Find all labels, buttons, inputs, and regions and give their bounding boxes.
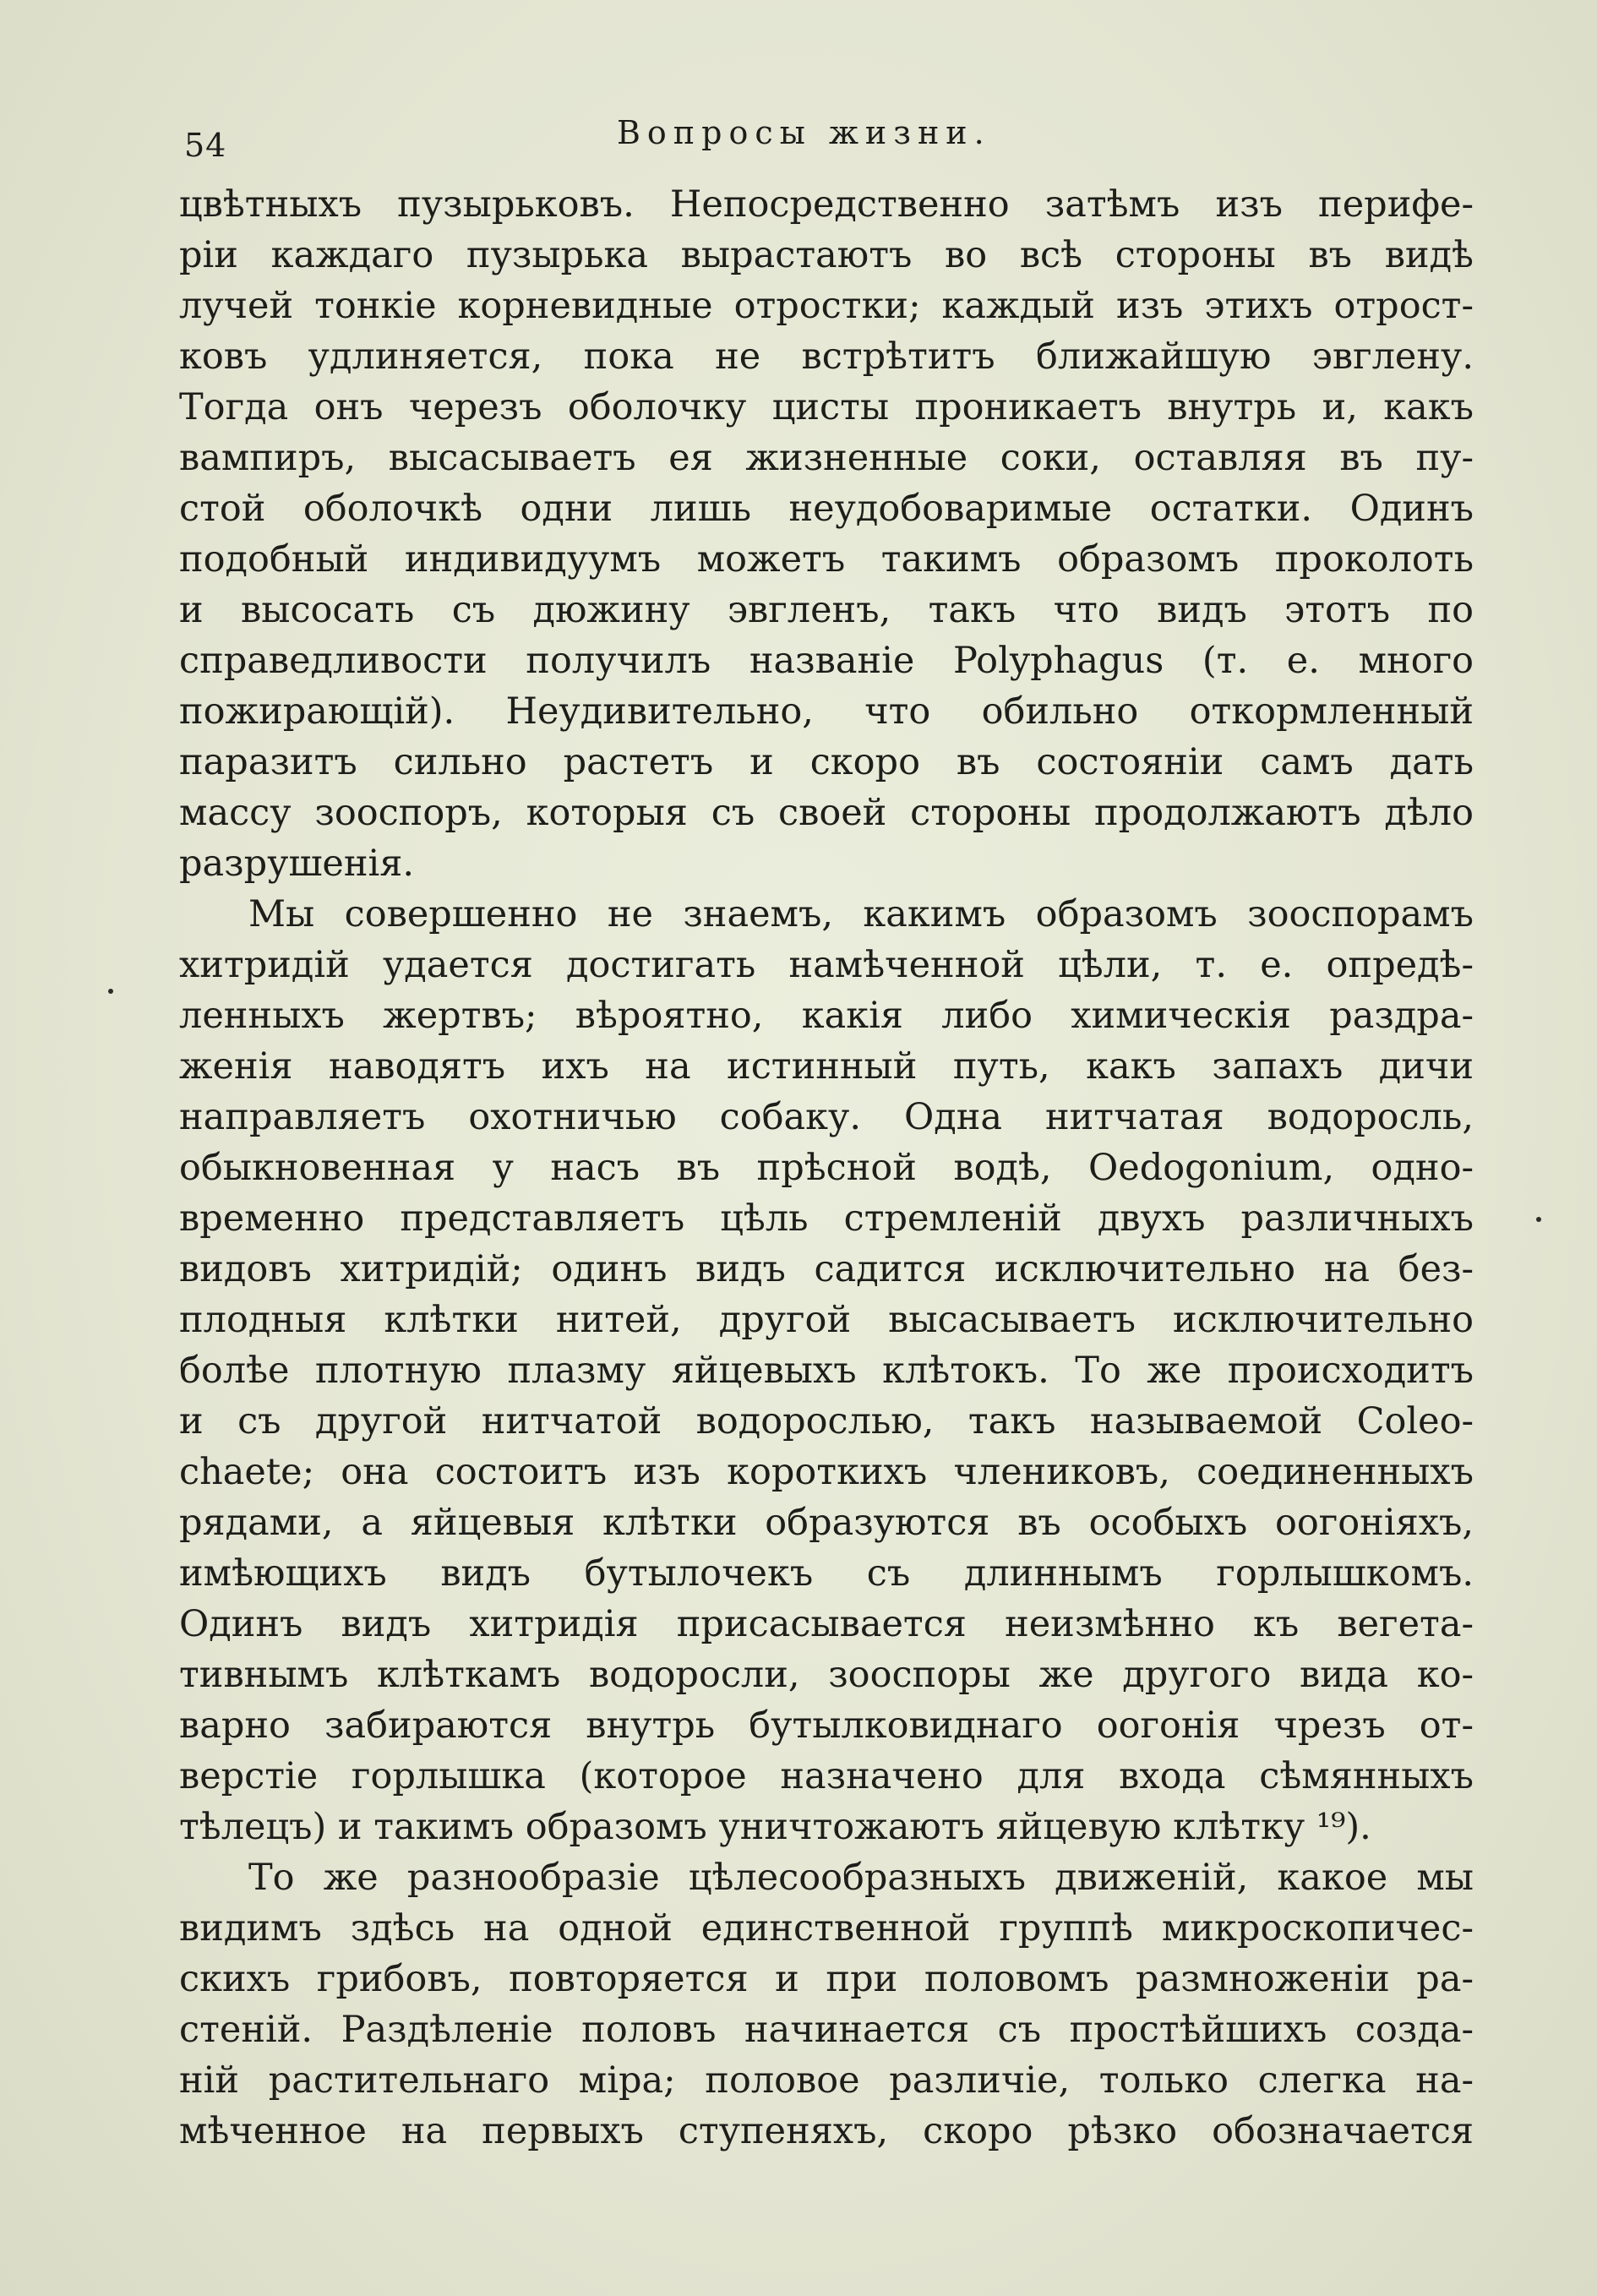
paper-speck [108, 989, 113, 994]
text-line: ковъ удлиняется, пока не встрѣтитъ ближайшую эвглену. [179, 335, 1474, 378]
text-line: ній растительнаго міра; половое различіе, только слегка на- [179, 2059, 1474, 2102]
text-line: тѣлецъ) и такимъ образомъ уничтожаютъ яйцевую клѣтку ¹⁹). [179, 1806, 1371, 1848]
text-line: Мы совершенно не знаемъ, какимъ образомъ зооспорамъ [248, 893, 1474, 935]
text-line: мѣченное на первыхъ ступеняхъ, скоро рѣзко обозначается [179, 2110, 1474, 2152]
text-line: женія наводятъ ихъ на истинный путь, какъ запахъ дичи [179, 1045, 1474, 1088]
text-line: болѣе плотную плазму яйцевыхъ клѣтокъ. То же происходитъ [179, 1350, 1474, 1392]
paragraph-1 [179, 179, 1474, 889]
text-line: скихъ грибовъ, повторяется и при половомъ размноженіи ра- [179, 1958, 1474, 2000]
running-head: Вопросы жизни. [617, 114, 991, 151]
text-line: Одинъ видъ хитридія присасывается неизмѣнно къ вегета- [179, 1603, 1474, 1645]
page-number: 54 [184, 127, 227, 164]
text-line: видовъ хитридій; одинъ видъ садится исключительно на без- [179, 1248, 1474, 1290]
text-line: тивнымъ клѣткамъ водоросли, зооспоры же другого вида ко- [179, 1654, 1474, 1696]
text-line: обыкновенная у насъ въ прѣсной водѣ, Oedogonium, одно- [179, 1147, 1474, 1189]
text-line: цвѣтныхъ пузырьковъ. Непосредственно затѣмъ изъ перифе- [179, 183, 1474, 226]
text-line: вампиръ, высасываетъ ея жизненные соки, оставляя въ пу- [179, 437, 1474, 479]
text-line: хитридій удается достигать намѣченной цѣли, т. е. опредѣ- [179, 944, 1474, 986]
text-line: рядами, а яйцевыя клѣтки образуются въ особыхъ оогоніяхъ, [179, 1502, 1474, 1544]
text-line: То же разнообразіе цѣлесообразныхъ движеній, какое мы [248, 1857, 1474, 1899]
text-line: верстіе горлышка (которое назначено для входа сѣмянныхъ [179, 1755, 1474, 1797]
text-line: и высосать съ дюжину эвгленъ, такъ что видъ этотъ по [179, 589, 1474, 631]
body-text [179, 179, 1474, 2157]
text-line: направляетъ охотничью собаку. Одна нитчатая водоросль, [179, 1096, 1474, 1138]
text-line: варно забираются внутрь бутылковиднаго оогонія чрезъ от- [179, 1704, 1474, 1747]
text-line: разрушенія. [179, 843, 415, 885]
text-line: Тогда онъ черезъ оболочку цисты проникаетъ внутрь и, какъ [179, 386, 1474, 428]
text-line: имѣющихъ видъ бутылочекъ съ длиннымъ горлышкомъ. [179, 1552, 1474, 1595]
paper-speck [1536, 1217, 1541, 1222]
text-line: стой оболочкѣ одни лишь неудобоваримые остатки. Одинъ [179, 488, 1474, 530]
text-line: паразитъ сильно растетъ и скоро въ состояніи самъ дать [179, 741, 1474, 783]
text-line: плодныя клѣтки нитей, другой высасываетъ исключительно [179, 1299, 1474, 1341]
text-line: временно представляетъ цѣль стремленій двухъ различныхъ [179, 1197, 1474, 1240]
paragraph-3 [179, 1852, 1474, 2157]
text-line: подобный индивидуумъ можетъ такимъ образомъ проколоть [179, 538, 1474, 581]
paragraph-2 [179, 889, 1474, 1852]
text-line: стеній. Раздѣленіе половъ начинается съ простѣйшихъ созда- [179, 2009, 1474, 2051]
text-line: ленныхъ жертвъ; вѣроятно, какія либо химическія раздра- [179, 995, 1474, 1037]
text-line: лучей тонкіе корневидные отростки; каждый изъ этихъ отрост- [179, 285, 1474, 327]
text-line: видимъ здѣсь на одной единственной группѣ микроскопичес- [179, 1907, 1474, 1950]
text-line: ріи каждаго пузырька вырастаютъ во всѣ стороны въ видѣ [179, 234, 1474, 276]
text-line: пожирающій). Неудивительно, что обильно откормленный [179, 690, 1474, 733]
text-line: массу зооспоръ, которыя съ своей стороны продолжаютъ дѣло [179, 792, 1474, 834]
text-line: и съ другой нитчатой водорослью, такъ называемой Coleo- [179, 1400, 1474, 1442]
text-line: chaete; она состоитъ изъ короткихъ члениковъ, соединенныхъ [179, 1451, 1474, 1493]
text-line: справедливости получилъ названіе Polyphagus (т. е. много [179, 640, 1474, 682]
